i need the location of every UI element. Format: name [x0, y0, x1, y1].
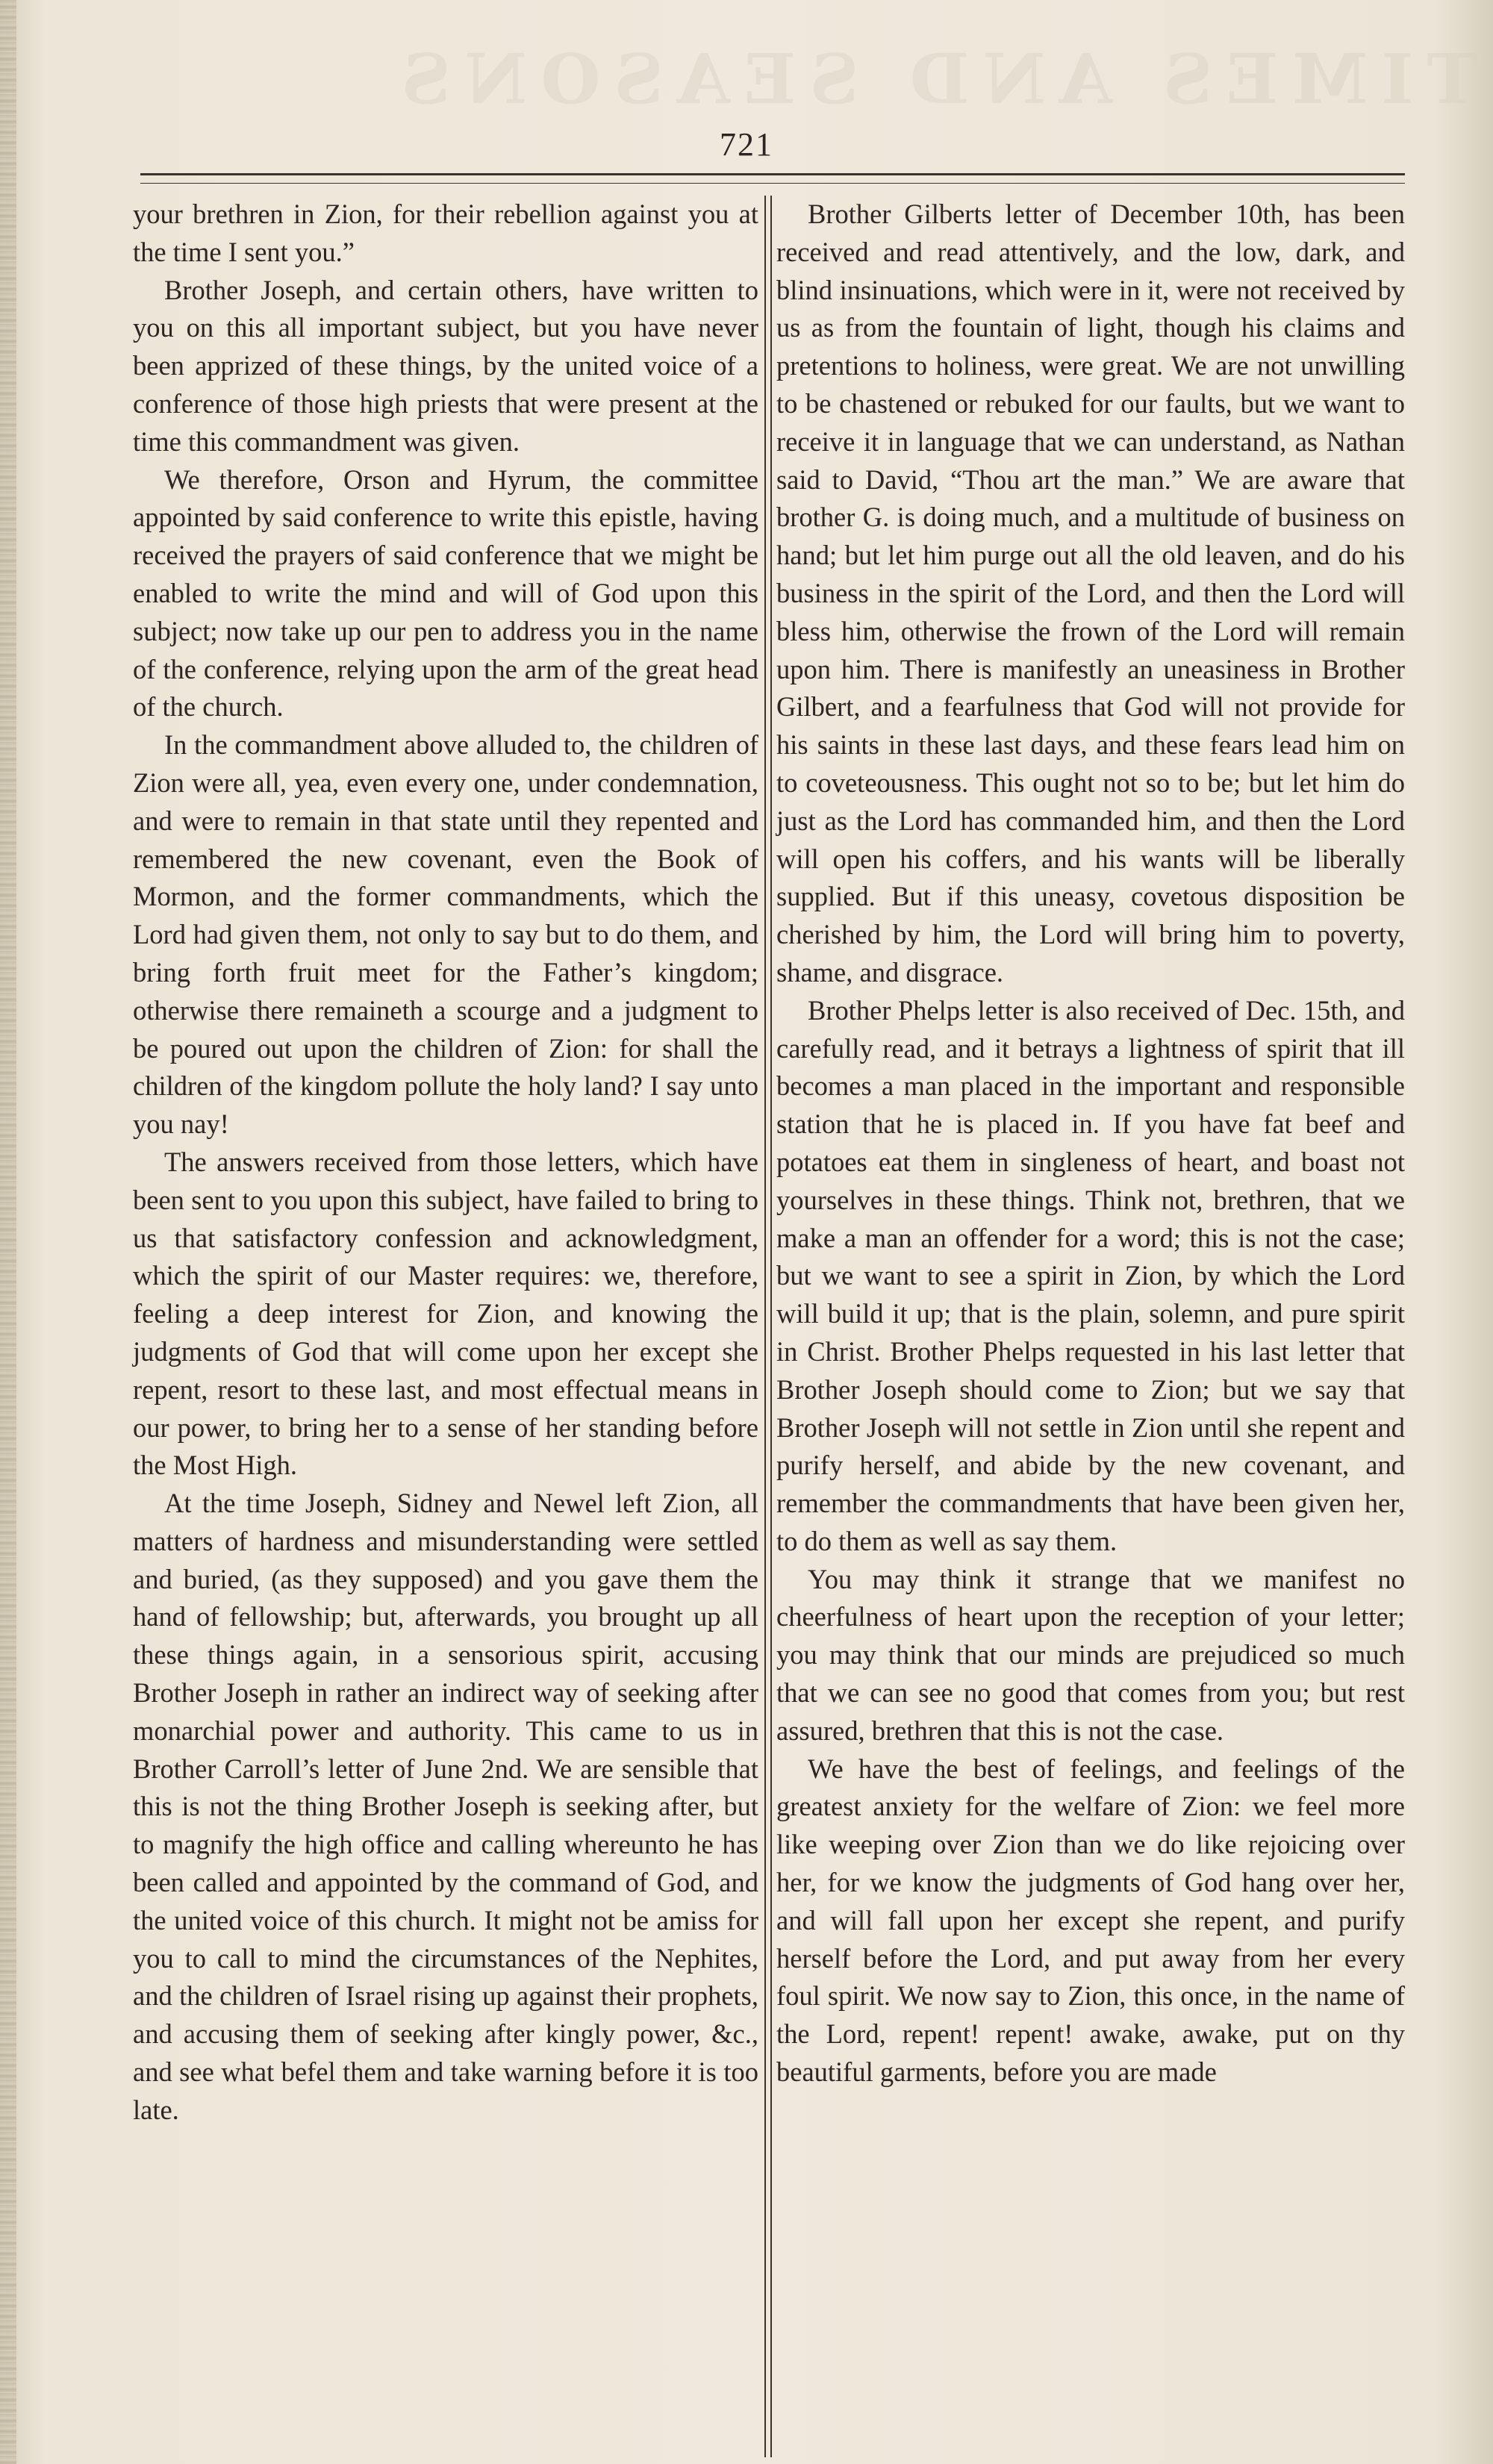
left-paragraph-4: In the commandment above alluded to, the children of Zion were all, yea, even every one, under condemnation, and were to remain in that state until they repented and remembered the new covenant, even the Book of Mormon, and the former commandments, which the Lord had given them, not only to say but to do them, and bring forth fruit meet for the Father’s kingdom; otherwise there remaineth a scourge and a judgment to be poured out upon the children of Zion: for shall the children of the kingdom pollute the holy land? I say unto you nay!: [133, 729, 758, 1140]
binding-edge: [0, 0, 16, 2464]
right-paragraph-1: Brother Gilberts letter of December 10th, has been received and read attentively, and the low, dark, and blind insinuations, which were in it, were not received by us as from the fountain of light, though his claims and pretentions to holiness, were great. We are not unwilling to be chastened or rebuked for our faults, but we want to receive it in language that we can understand, as Nathan said to David, “Thou art the man.” We are aware that brother G. is doing much, and a multitude of business on hand; but let him purge out all the old leaven, and do his business in the spirit of the Lord, and then the Lord will bless him, otherwise the frown of the Lord will remain upon him. There is manifestly an uneasiness in Brother Gilbert, and a fearfulness that God will not provide for his saints in these last days, and these fears lead him on to coveteousness. This ought not so to be; but let him do just as the Lord has commanded him, and then the Lord will open his coffers, and his wants will be liberally supplied. But if this uneasy, covetous disposition be cherished by him, the Lord will bring him to poverty, shame, and disgrace.: [776, 199, 1405, 988]
right-column: [776, 196, 1405, 2092]
right-paragraph-2: Brother Phelps letter is also received of Dec. 15th, and carefully read, and it betrays a lightness of spirit that ill becomes a man placed in the important and responsible station that he is placed in. If you have fat beef and potatoes eat them in singleness of heart, and boast not yourselves in these things. Think not, brethren, that we make a man an offender for a word; this is not the case; but we want to see a spirit in Zion, by which the Lord will build it up; that is the plain, solemn, and pure spirit in Christ. Brother Phelps requested in his last letter that Brother Joseph should come to Zion; but we say that Brother Joseph will not settle in Zion until she repent and purify herself, and abide by the new covenant, and remember the commandments that have been given her, to do them as well as say them.: [776, 994, 1405, 1556]
left-column: [133, 196, 758, 2130]
page-number: 721: [720, 126, 773, 163]
header-rule: [140, 173, 1405, 184]
left-paragraph-1: your brethren in Zion, for their rebellion against you at the time I sent you.”: [133, 199, 758, 267]
right-paragraph-3: You may think it strange that we manifest no cheerfulness of heart upon the reception of your letter; you may think that our minds are prejudiced so much that we can see no good that comes from you; but rest assured, brethren that this is not the case.: [776, 1563, 1405, 1746]
left-paragraph-3: We therefore, Orson and Hyrum, the committee appointed by said conference to write this epistle, having received the prayers of said conference that we might be enabled to write the mind and will of God upon this subject; now take up our pen to address you in the name of the conference, relying upon the arm of the great head of the church.: [133, 464, 758, 723]
bleed-through-title: TIMES AND SEASONS: [387, 39, 1478, 119]
left-paragraph-2: Brother Joseph, and certain others, have written to you on this all important subject, but you have never been apprized of these things, by the united voice of a conference of those high priests that were present at the time this commandment was given.: [133, 274, 758, 457]
left-paragraph-6: At the time Joseph, Sidney and Newel left Zion, all matters of hardness and misunderstanding were settled and buried, (as they supposed) and you gave them the hand of fellowship; but, afterwards, you brought up all these things again, in a sensorious spirit, accusing Brother Joseph in rather an indirect way of seeking after monarchial power and authority. This came to us in Brother Carroll’s letter of June 2nd. We are sensible that this is not the thing Brother Joseph is seeking after, but to magnify the high office and calling whereunto he has been called and appointed by the command of God, and the united voice of this church. It might not be amiss for you to call to mind the circumstances of the Nephites, and the children of Israel rising up against their prophets, and accusing them of seeking after kingly power, &c., and see what befel them and take warning before it is too late.: [133, 1488, 758, 2125]
left-paragraph-5: The answers received from those letters, which have been sent to you upon this subject, have failed to bring to us that satisfactory confession and acknowledgment, which the spirit of our Master requires: we, therefore, feeling a deep interest for Zion, and knowing the judgments of God that will come upon her except she repent, resort to these last, and most effectual means in our power, to bring her to a sense of her standing before the Most High.: [133, 1146, 758, 1481]
right-paragraph-4: We have the best of feelings, and feelings of the greatest anxiety for the welfare of Zion: we feel more like weeping over Zion than we do like rejoicing over her, for we know the judgments of God hang over her, and will fall upon her except she repent, and purify herself before the Lord, and put away from her every foul spirit. We now say to Zion, this once, in the name of the Lord, repent! repent! awake, awake, put on thy beautiful garments, before you are made: [776, 1753, 1405, 2088]
column-divider: [764, 196, 772, 2457]
